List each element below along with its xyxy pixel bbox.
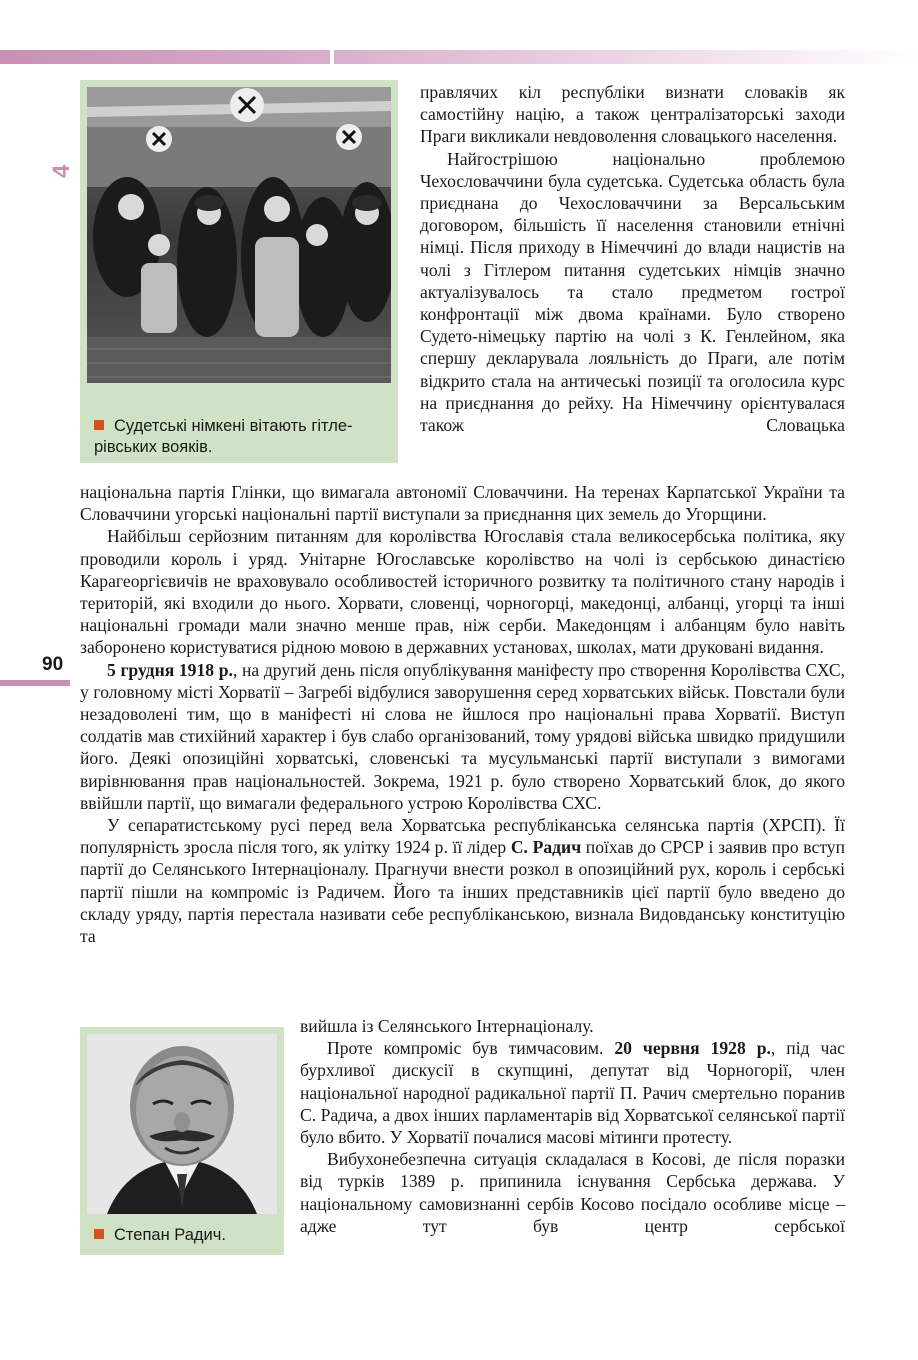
figure-caption: Судетські німкені вітають гітлерівських вояків.	[94, 417, 353, 456]
photo-sudeten-women	[87, 87, 391, 383]
figure-caption: Степан Радич.	[94, 1225, 280, 1246]
paragraph: правлячих кіл республіки визнати словаків як самостійну націю, а також централізаторські заходи Праги викликали невдоволення словацького населення.	[420, 82, 845, 147]
caption-bullet-icon	[94, 420, 104, 430]
photo-illustration	[87, 87, 391, 383]
name-highlight: С. Радич	[510, 837, 582, 858]
date-highlight: 5 грудня 1918 р.	[107, 659, 233, 680]
figure-sudeten-women	[80, 80, 398, 463]
paragraph: Проте компроміс був тимчасовим. 20 червня 1928 р., під час бурхливої дискусії в скупщині, депутат від Чорногорії, член національної народної радикальної партії П. Рачич смертельно поранив С. Радича, а двох інших парламентарів від Хорватської селянської партії було вбито. У Хорватії почалися масові мітинги протесту.	[300, 1038, 845, 1148]
text-column-top	[420, 81, 845, 436]
text-column-full	[80, 481, 845, 947]
photo-stepan-radych	[87, 1034, 277, 1214]
paragraph: 5 грудня 1918 р., на другий день після опублікування маніфесту про створення Королівства СХС, у головному місті Хорватії – Загребі відбулися заворушення серед хорватських військ. Повстали були незадоволені тим, що в маніфесті ні слова не йшлося про національні права Хорватії. Виступ солдатів мав стихійний характер і був слабо організований, тому урядові війська швидко придушили його. Деякі опозиційні хорватські, словенські та мусульманські партії виступали з вимогами вирівнювання прав національностей. Зокрема, 1921 р. було створено Хорватський блок, до якого ввійшли партії, що вимагали федерального устрою Королівства СХС.	[80, 659, 845, 813]
date-highlight: 20 червня 1928 р.	[614, 1038, 771, 1059]
page-number: 90	[42, 654, 64, 675]
paragraph: національна партія Глінки, що вимагала автономії Словаччини. На теренах Карпатської України та Словаччини угорські національні партії виступали за приєднання цих земель до Угорщини.	[80, 482, 845, 525]
section-number: 4	[48, 163, 75, 178]
caption-bullet-icon	[94, 1229, 104, 1239]
page-number-rule	[0, 680, 70, 686]
paragraph: У сепаратистському русі перед вела Хорватська республіканська селянська партія (ХРСП). Її популярність зросла після того, як улітку 1924 р. її лідер С. Радич поїхав до СРСР і заявив про вступ партії до Селянського Інтернаціоналу. Прагнучи внести розкол в опозиційний рух, король і сербські партії пішли на компроміс із Радичем. Його та інших представників цієї партії було введено до складу уряду, партія перестала називати себе республіканською, визнала Видовданську конституцію та	[80, 815, 845, 947]
header-decor-bar	[0, 50, 918, 64]
portrait-illustration	[87, 1034, 277, 1214]
paragraph: Найбільш серйозним питанням для королівства Югославія стала великосербська політика, яку проводили король і уряд. Унітарне Югославське королівство на чолі із сербською династією Карагеоргієвичів не враховувало особливостей історичного розвитку та політичного стану народів і територій, які входили до нього. Хорвати, словенці, чорногорці, македонці, албанці, угорці та інші національні громади мали значно менше прав, ніж серби. Македонцям і албанцям було навіть заборонено користуватися рідною мовою в державних установах, школах, мати друковані видання.	[80, 526, 845, 658]
paragraph: Вибухонебезпечна ситуація складалася в Косові, де після поразки від турків 1389 р. припинила існування Сербська держава. У національному самовизнанні сербів Косово посідало особливе місце – адже тут був центр сербської	[300, 1149, 845, 1236]
paragraph: вийшла із Селянського Інтернаціоналу.	[300, 1016, 594, 1036]
figure-stepan-radych	[80, 1027, 284, 1255]
paragraph: Найгострішою національно проблемою Чехословаччини була судетська. Судетська область була приєднана до Чехословаччини за Версальським договором, більшість її населення становили етнічні німці. Після приходу в Німеччині до влади нацистів на чолі з Гітлером питання судетських німців значно актуалізувалось та стало предметом гострої конфронтації між двома країнами. Було створено Судето-німецьку партію на чолі з К. Генлейном, яка спершу декларувала лояльність до Праги, але потім відкрито стала на античеські позиції та оголосила курс на приєднання до рейху. На Німеччину орієнтувалася також Словацька	[420, 148, 845, 436]
section-label	[44, 78, 76, 188]
text-column-bottom	[300, 1015, 845, 1237]
